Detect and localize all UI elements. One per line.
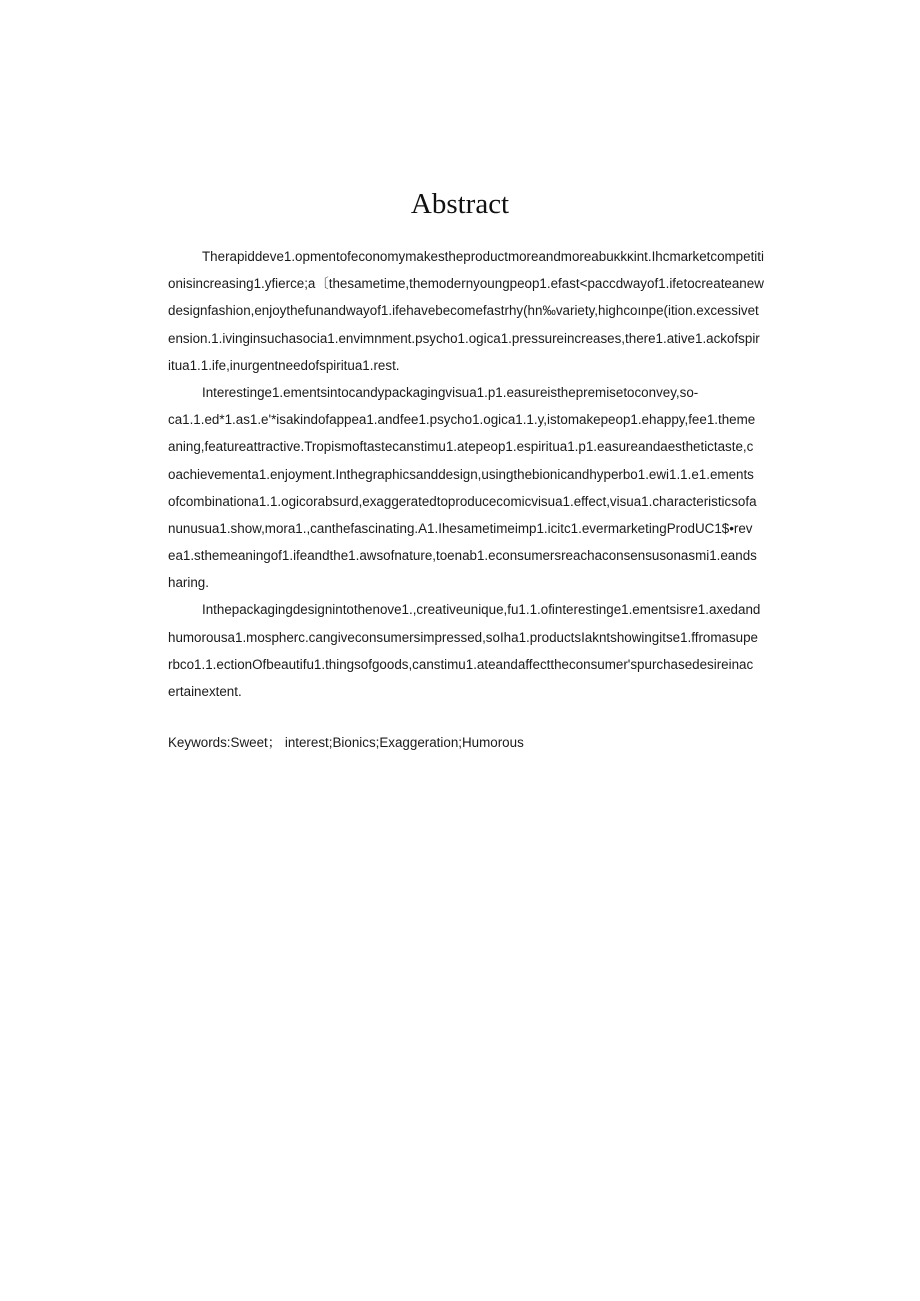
text-line: designfashion,enjoythefunandwayof1.ifehavebecomefastrhy(hn‰variety,highcoınpe(ition.excessivet bbox=[168, 303, 759, 319]
text-line: rbco1.1.ectionOfbeautifu1.thingsofgoods,canstimu1.ateandaffecttheconsumer'spurchasedesireinac bbox=[168, 656, 754, 672]
text-line: nunusua1.show,mora1.,canthefascinating.A1.Ihesametimeimp1.icitc1.evermarketingProdUC1$•rev bbox=[168, 520, 753, 536]
paragraph-1 bbox=[168, 243, 820, 379]
text-line: Inthepackagingdesignintothenove1.,creativeunique,fu1.1.ofinterestinge1.ementsisre1.axedand bbox=[202, 602, 761, 618]
text-line: haring. bbox=[168, 575, 209, 591]
paragraph-3 bbox=[168, 596, 820, 705]
text-line: ertainextent. bbox=[168, 684, 242, 699]
text-line: itua1.1.ife,inurgentneedofspiritua1.rest. bbox=[168, 357, 400, 373]
page-title: Abstract bbox=[410, 188, 510, 220]
text-line: ension.1.ivinginsuchasocia1.envimnment.psycho1.ogica1.pressureincreases,there1.ative1.ackofspir bbox=[168, 330, 760, 346]
text-line: humorousa1.mospherc.cangiveconsumersimpressed,soIha1.productsIakntshowingitse1.ffromasupe bbox=[168, 629, 758, 645]
text-line: onisincreasing1.yfierce;a〔thesametime,themodernyoungpeop1.efast<paccdwayof1.ifetocreateanew bbox=[168, 276, 764, 292]
text-line: ca1.1.ed*1.as1.e'*isakindofappea1.andfee1.psycho1.ogica1.1.y,istomakepeop1.ehappy,fee1.theme bbox=[168, 412, 756, 428]
text-line: Interestinge1.ementsintocandypackagingvisua1.p1.easureisthepremisetoconvey,so- bbox=[202, 384, 699, 400]
paragraph-2 bbox=[168, 379, 820, 597]
text-line: oachievementa1.enjoyment.Inthegraphicsanddesign,usingthebionicandhyperbo1.ewi1.1.e1.ements bbox=[168, 466, 754, 482]
text-line: ofcombinationa1.1.ogicorabsurd,exaggeratedtoproducecomicvisua1.effect,visua1.characteristicsofa bbox=[168, 493, 757, 509]
text-line: Therapiddeve1.opmentofeconomymakestheproductmoreandmoreabuĸkĸint.Ihcmarketcompetiti bbox=[202, 249, 764, 264]
keywords-line: Keywords:Sweet； interest;Bionics;Exaggeration;Humorous bbox=[168, 735, 524, 750]
text-line: ea1.sthemeaningof1.ifeandthe1.awsofnature,toenab1.econsumersreachaconsensusonasmi1.eands bbox=[168, 548, 757, 564]
text-line: aning,featureattractive.Tropismoftastecanstimu1.atepeop1.espiritua1.p1.easureandaesthetictaste,c bbox=[168, 439, 754, 455]
abstract-body bbox=[168, 243, 820, 705]
